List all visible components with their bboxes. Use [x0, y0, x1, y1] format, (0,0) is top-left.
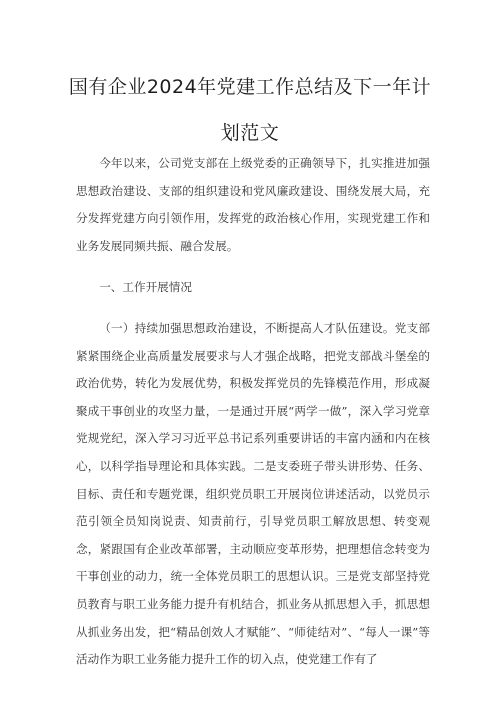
section-paragraph: （一）持续加强思想政治建设，不断提高人才队伍建设。党支部紧紧围绕企业高质量发展要求与人才强企战略，把党支部战斗堡垒的政治优势，转化为发展优势，积极发挥党员的先锋模范作用，形成凝聚成干事创业的攻坚力量，一是通过开展“两学一做”，深入学习党章党规党纪，深入学习习近平总书记系列重要讲话的丰富内涵和内在核心，以科学指导理论和具体实践。二是支委班子带头讲形势、任务、目标、责任和专题党课，组织党员职工开展岗位讲述活动，以党员示范引领全员知岗说责、知责前行，引导党员职工解放思想、转变观念，紧跟国有企业改革部署，主动顺应变革形势，把理想信念转变为干事创业的动力，统一全体党员职工的思想认识。三是党支部坚持党员教育与职工业务能力提升有机结合，抓业务从抓思想入手，抓思想从抓业务出发，把“精品创效人才赋能”、“师徒结对”、“每人一课”等活动作为职工业务能力提升工作的切入点，使党建工作有了	[76, 320, 430, 667]
intro-paragraph: 今年以来，公司党支部在上级党委的正确领导下，扎实推进加强思想政治建设、支部的组织建设和党风廉政建设、围绕发展大局，充分发挥党建方向引领作用，发挥党的政治核心作用，实现党建工作和业务发展同频共振、融合发展。	[76, 156, 430, 253]
document-title-line-1: 国有企业2024年党建工作总结及下一年计	[68, 76, 432, 98]
document-body	[76, 150, 430, 674]
document-title-line-2: 划范文	[220, 122, 280, 144]
section-heading: 一、工作开展情况	[99, 280, 192, 295]
